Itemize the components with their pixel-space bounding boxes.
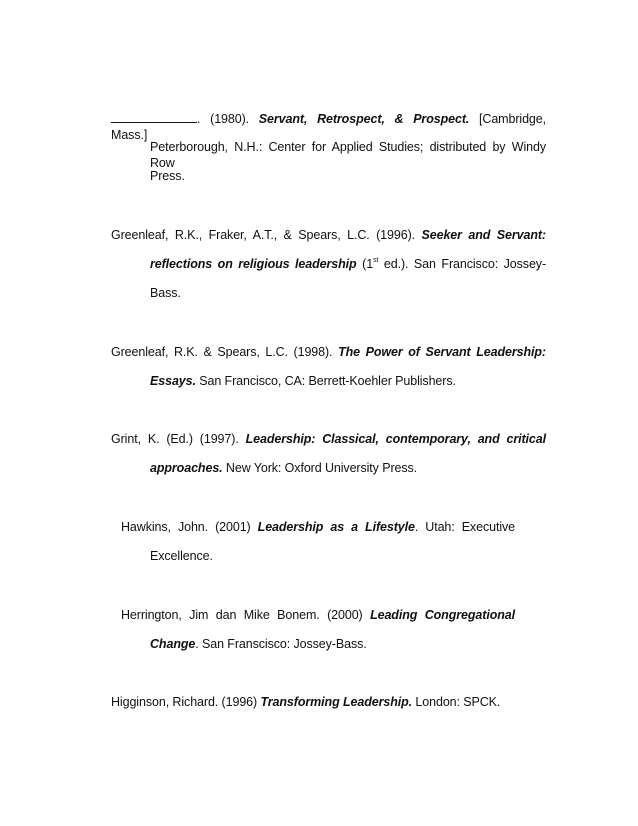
reference-7-title: Transforming Leadership.: [260, 695, 413, 709]
reference-2-line-2: [150, 256, 546, 272]
reference-1-publisher-end: Press.: [150, 169, 185, 183]
reference-1-year: . (1980).: [197, 112, 259, 126]
reference-4-line-2: [150, 460, 417, 476]
reference-4-title: Leadership: Classical, contemporary, and critical: [245, 432, 546, 446]
reference-5-authors: Hawkins, John. (2001): [121, 520, 258, 534]
reference-2-line-3: [150, 285, 181, 301]
reference-1-publisher: Peterborough, N.H.: Center for Applied Studies; distributed by Windy Row: [150, 140, 546, 170]
reference-2-publisher: ed.). San Francisco: Jossey-: [378, 257, 547, 271]
reference-1-title: Servant, Retrospect, & Prospect.: [258, 112, 470, 126]
reference-3-title: The Power of Servant Leadership:: [338, 345, 546, 359]
reference-2-publisher-end: Bass.: [150, 286, 181, 300]
author-repeat-blank: [111, 111, 197, 123]
reference-3-authors: Greenleaf, R.K. & Spears, L.C. (1998).: [111, 345, 339, 359]
reference-5-title: Leadership as a Lifestyle: [257, 520, 415, 534]
reference-1-line-2: [150, 139, 546, 171]
reference-1-line-3: [150, 168, 185, 184]
reference-4-line-1: [111, 431, 546, 447]
reference-7-line-1: [111, 694, 500, 710]
reference-5-line-1: [121, 519, 515, 535]
reference-6-title: Leading Congregational: [370, 608, 515, 622]
reference-5-line-2: [150, 548, 213, 564]
reference-2-authors: Greenleaf, R.K., Fraker, A.T., & Spears, L.C. (1996).: [111, 228, 422, 242]
reference-5-publisher: Excellence.: [150, 549, 213, 563]
reference-3-line-2: [150, 373, 456, 389]
reference-4-authors: Grint, K. (Ed.) (1997).: [111, 432, 246, 446]
reference-6-publisher: . San Franscisco: Jossey-Bass.: [195, 637, 367, 651]
reference-3-line-1: [111, 344, 546, 360]
reference-4-publisher: New York: Oxford University Press.: [222, 461, 418, 475]
reference-6-authors: Herrington, Jim dan Mike Bonem. (2000): [121, 608, 371, 622]
reference-6-line-1: [121, 607, 515, 623]
reference-6-line-2: [150, 636, 367, 652]
reference-2-subtitle: reflections on religious leadership: [150, 257, 357, 271]
reference-2-line-1: [111, 227, 546, 243]
reference-7-publisher: London: SPCK.: [412, 695, 501, 709]
reference-3-subtitle: Essays.: [150, 374, 196, 388]
reference-2-edition: (1: [356, 257, 374, 271]
reference-5-publisher-start: . Utah: Executive: [414, 520, 515, 534]
reference-2-title: Seeker and Servant:: [421, 228, 546, 242]
reference-6-subtitle: Change: [150, 637, 196, 651]
reference-1-publisher-start: [Cambridge, Mass.]: [111, 112, 547, 142]
reference-2-edition-sup: st: [373, 256, 379, 264]
reference-4-subtitle: approaches.: [150, 461, 223, 475]
reference-3-publisher: San Francisco, CA: Berrett-Koehler Publishers.: [195, 374, 456, 388]
reference-7-authors: Higginson, Richard. (1996): [111, 695, 261, 709]
